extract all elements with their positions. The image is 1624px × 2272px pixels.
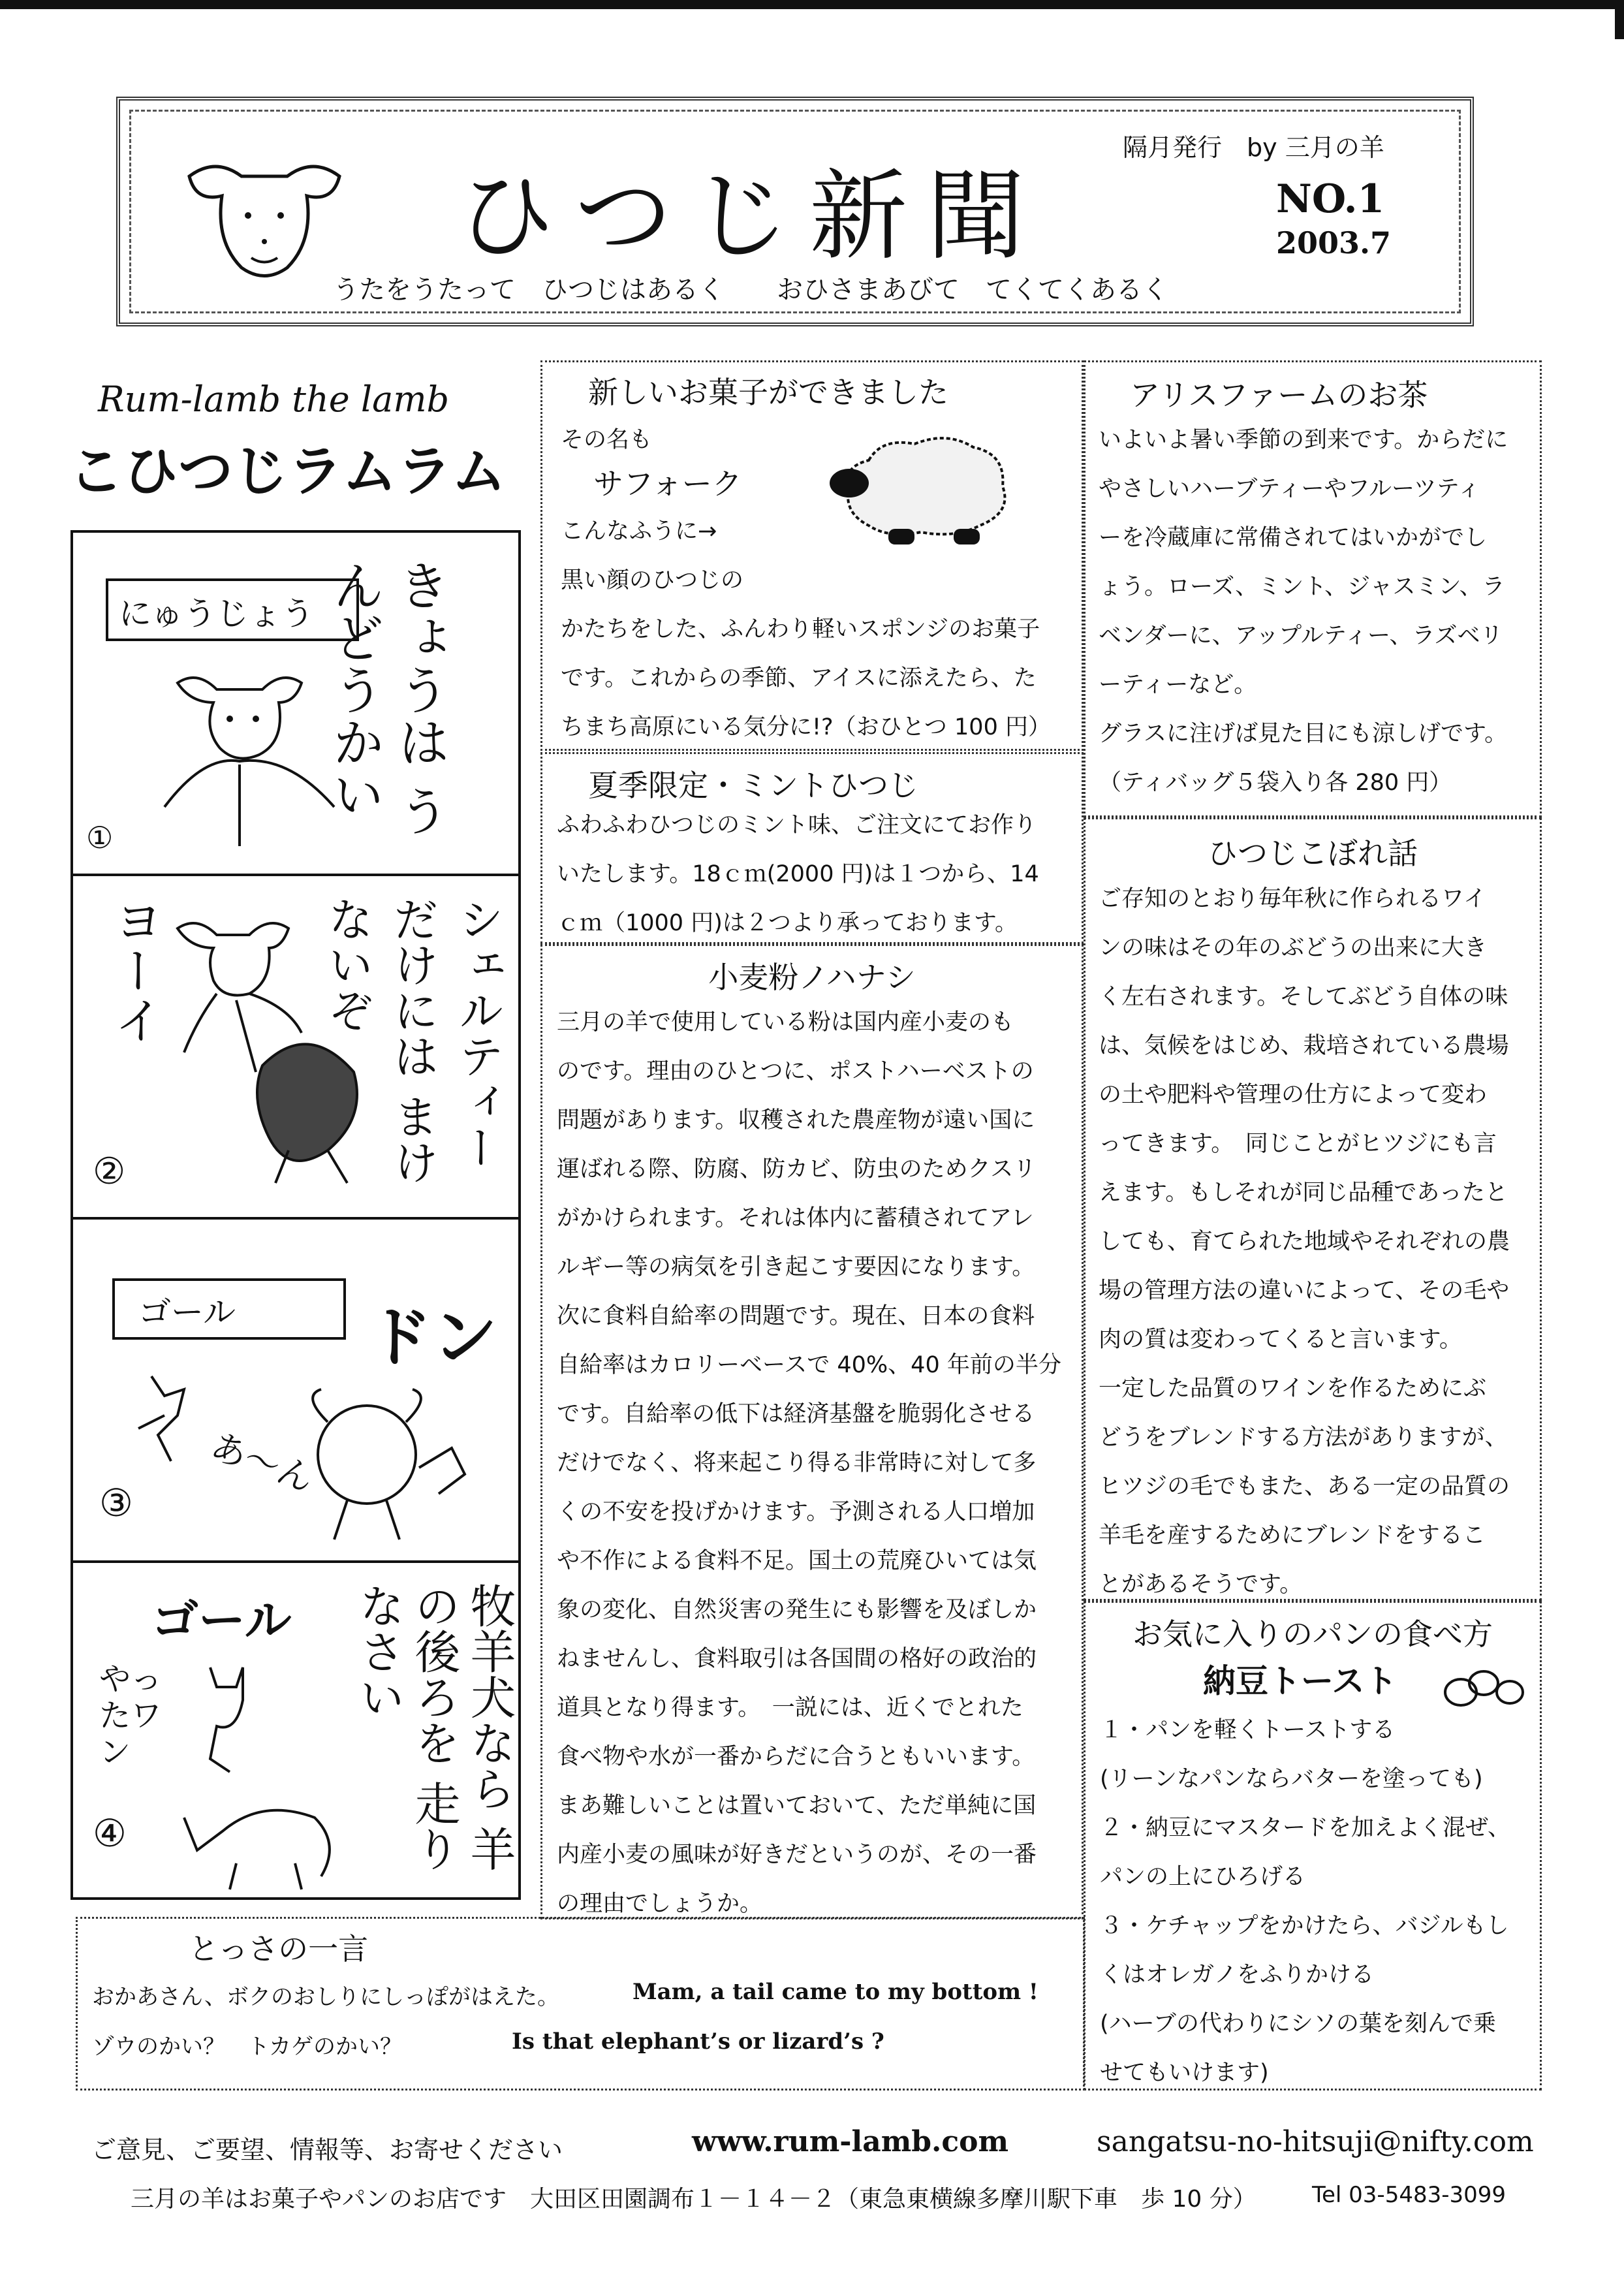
natto-beans-illustration [1441, 1665, 1526, 1711]
bread-line-5: ３・ケチャップをかけたら、バジルもし [1100, 1913, 1509, 1939]
panel-2-shout: ヨーイ [106, 896, 164, 1045]
sweets-line-5: ちまち高原にいる気分に!?（おひとつ 100 円） [561, 714, 1051, 740]
banner-text: ゴール [138, 1293, 236, 1331]
comic-panel-1 [70, 530, 521, 876]
quote-en-2: Is that elephant’s or lizard’s ? [512, 2028, 884, 2055]
panel-4-bark: やったワン [99, 1661, 163, 1771]
newspaper-title: ひつじ新聞 [457, 160, 1045, 274]
tea-line-4: ょう。ローズ、ミント、ジャスミン、ラ [1099, 574, 1505, 600]
flour-line-14: ねませんし、食料取引は各国間の格好の政治的 [557, 1646, 1037, 1672]
issue-date: 2003.7 [1276, 225, 1392, 260]
bread-line-3: ２・納豆にマスタードを加えよく混ぜ、 [1100, 1815, 1510, 1841]
gossip-article [1084, 817, 1542, 1601]
article-title: 夏季限定・ミントひつじ [588, 768, 918, 803]
mint-line-2: いたします。18ｃｍ(2000 円)は１つから、14 [557, 861, 1039, 887]
tagline: うたをうたって ひつじはあるく おひさまあびて てくてくあるく [333, 275, 1168, 305]
article-title: お気に入りのパンの食べ方 [1132, 1617, 1493, 1652]
sweets-line-4: です。これからの季節、アイスに添えたら、た [561, 665, 1037, 691]
tea-line-1: いよいよ暑い季節の到来です。からだに [1099, 427, 1508, 453]
article-title: ひつじこぼれ話 [1208, 836, 1418, 871]
footer-tel: Tel 03-5483-3099 [1312, 2182, 1507, 2208]
panel-3-cry: あ〜ん [205, 1425, 319, 1500]
flour-line-1: 三月の羊で使用している粉は国内産小麦のも [557, 1009, 1014, 1035]
gossip-line-12: どうをブレンドする方法がありますが、 [1099, 1425, 1508, 1451]
gossip-line-13: ヒツジの毛でもまた、ある一定の品質の [1099, 1474, 1510, 1500]
quote-article [76, 1917, 1085, 2091]
gossip-line-3: く左右されます。そしてぶどう自体の味 [1099, 984, 1508, 1010]
footer-shop: 三月の羊はお菓子やパンのお店です 大田区田園調布１－１４－２（東急東横線多摩川駅下車 歩 10 分） [131, 2186, 1257, 2213]
flour-line-12: や不作による食料不足。国土の荒廃ひいては気 [557, 1548, 1037, 1574]
flour-article [540, 944, 1084, 1919]
panel-4-text: 牧羊犬なら 羊の後ろを 走りなさい [352, 1583, 516, 1872]
mint-line-3: ｃｍ（1000 円)は２つより承っております。 [557, 910, 1018, 936]
gossip-line-4: は、気候をはじめ、栽培されている農場 [1099, 1033, 1509, 1059]
sweets-line-2: 黒い顔のひつじの [561, 567, 744, 593]
article-title: 小麦粉ノハナシ [708, 960, 916, 995]
gossip-line-6: ってきます。 同じことがヒツジにも言 [1099, 1131, 1497, 1157]
flour-line-13: 象の変化、自然災害の発生にも影響を及ぼしか [557, 1597, 1037, 1623]
flour-line-19: の理由でしょうか。 [557, 1891, 763, 1917]
panel-3-sound: ドン [367, 1299, 497, 1376]
tea-line-8: （ティバッグ５袋入り各 280 円） [1099, 770, 1452, 796]
lamb-face-logo [176, 150, 352, 287]
footer-email[interactable]: sangatsu-no-hitsuji@nifty.com [1097, 2125, 1534, 2158]
flour-line-16: 食べ物や水が一番からだに合うともいいます。 [557, 1744, 1035, 1770]
bread-subtitle: 納豆トースト [1203, 1662, 1398, 1700]
comic-title: こひつじラムラム [69, 439, 507, 503]
banner-text: にゅうじょう [119, 595, 314, 633]
mint-line-1: ふわふわひつじのミント味、ご注文にてお作り [557, 812, 1037, 838]
scan-edge [0, 0, 1624, 9]
comic-panel-3 [70, 1217, 521, 1563]
article-title: とっさの一言 [189, 1931, 369, 1966]
gossip-line-14: 羊毛を産するためにブレンドをするこ [1099, 1523, 1486, 1549]
tea-line-3: ーを冷蔵庫に常備されてはいかがでし [1099, 525, 1488, 551]
tea-line-2: やさしいハーブティーやフルーツティ [1099, 476, 1480, 502]
gossip-line-11: 一定した品質のワインを作るためにぶ [1099, 1376, 1486, 1402]
comic-panel-2 [70, 874, 521, 1220]
sweets-line-1: こんなふうに→ [561, 518, 717, 544]
bread-line-1: １・パンを軽くトーストする [1100, 1717, 1396, 1743]
footer-url[interactable]: www.rum-lamb.com [692, 2125, 1009, 2158]
gossip-line-1: ご存知のとおり毎年秋に作られるワイ [1099, 886, 1486, 912]
tea-line-7: グラスに注げば見た目にも涼しげです。 [1099, 721, 1508, 747]
flour-line-15: 道具となり得ます。 一説には、近くでとれた [557, 1695, 1023, 1721]
comic-script-title: Rum-lamb the lamb [98, 379, 450, 420]
bread-line-7: (ハーブの代わりにシソの葉を刻んで乗 [1100, 2011, 1496, 2037]
flour-line-17: まあ難しいことは置いておいて、ただ単純に国 [557, 1793, 1037, 1819]
flour-line-11: くの不安を投げかけます。予測される人口増加 [557, 1499, 1035, 1525]
flour-line-3: 問題があります。収穫された農産物が遠い国に [557, 1107, 1035, 1133]
gossip-line-8: しても、育てられた地域やそれぞれの農 [1099, 1229, 1510, 1255]
flour-line-5: がかけられます。それは体内に蓄積されてアレ [557, 1205, 1034, 1231]
panel-2-text: シェルティーだけには まけないぞ [320, 896, 505, 1185]
bread-article [1084, 1601, 1542, 2091]
panel-1-text: きょうは うんどうかい [324, 559, 450, 837]
footer-request: ご意見、ご要望、情報等、お寄せください [91, 2136, 563, 2164]
quote-en-1: Mam, a tail came to my bottom ! [632, 1979, 1038, 2005]
quote-ja-1: おかあさん、ボクのおしりにしっぽがはえた。 [92, 1984, 560, 2010]
comic-panel-4 [70, 1560, 521, 1900]
flour-line-8: 自給率はカロリーベースで 40%、40 年前の半分 [557, 1352, 1061, 1378]
bread-line-2: (リーンなパンならバターを塗っても) [1100, 1766, 1483, 1792]
gossip-line-15: とがあるそうです。 [1099, 1571, 1303, 1598]
gossip-line-2: ンの味はその年のぶどうの出来に大き [1099, 935, 1488, 961]
article-title: アリスファームのお茶 [1130, 377, 1428, 413]
gossip-line-10: 肉の質は変わってくると言います。 [1099, 1327, 1462, 1353]
tea-article [1084, 360, 1542, 817]
flour-line-6: ルギー等の病気を引き起こす要因になります。 [557, 1254, 1035, 1280]
issue-info: 隔月発行 by 三月の羊 [1123, 133, 1384, 162]
flour-line-9: です。自給率の低下は経済基盤を脆弱化させる [557, 1401, 1035, 1427]
tea-line-5: ベンダーに、アップルティー、ラズベリ [1099, 623, 1503, 649]
issue-number: NO.1 [1276, 176, 1385, 222]
scan-edge-right [1615, 0, 1624, 39]
sweets-name: サフォーク [593, 466, 742, 501]
panel-number: ③ [99, 1481, 133, 1525]
panel-4-goal: ゴール [151, 1593, 292, 1648]
bread-line-6: くはオレガノをふりかける [1100, 1962, 1375, 1988]
quote-ja-2: ゾウのかい？ トカゲのかい？ [92, 2034, 402, 2060]
sweets-article [540, 360, 1084, 751]
flour-line-7: 次に食料自給率の問題です。現在、日本の食料 [557, 1303, 1035, 1329]
article-title: 新しいお菓子ができました [588, 375, 948, 410]
flour-line-4: 運ばれる際、防腐、防カビ、防虫のためクスリ [557, 1156, 1037, 1182]
tea-line-6: ーティーなど。 [1099, 672, 1257, 698]
suffolk-sheep-illustration [823, 428, 1025, 558]
gossip-line-7: えます。もしそれが同じ品種であったと [1099, 1180, 1508, 1206]
bread-line-8: せてもいけます) [1100, 2060, 1269, 2086]
bread-line-4: パンの上にひろげる [1100, 1864, 1306, 1890]
flour-line-10: だけでなく、将来起こり得る非常時に対して多 [557, 1450, 1037, 1476]
lamb-drawing [151, 657, 347, 853]
flour-line-18: 内産小麦の風味が好きだというのが、その一番 [557, 1842, 1037, 1868]
panel-number: ④ [93, 1811, 127, 1855]
panel-number: ① [86, 820, 114, 855]
mint-article [540, 752, 1084, 944]
gossip-line-9: 場の管理方法の違いによって、その毛や [1099, 1278, 1510, 1304]
flour-line-2: のです。理由のひとつに、ポストハーベストの [557, 1058, 1034, 1084]
gossip-line-5: の土や肥料や管理の仕方によって変わ [1099, 1082, 1488, 1108]
panel-number: ② [93, 1150, 126, 1193]
sweets-intro: その名も [561, 427, 653, 453]
sweets-line-3: かたちをした、ふんわり軽いスポンジのお菓子 [561, 616, 1040, 642]
